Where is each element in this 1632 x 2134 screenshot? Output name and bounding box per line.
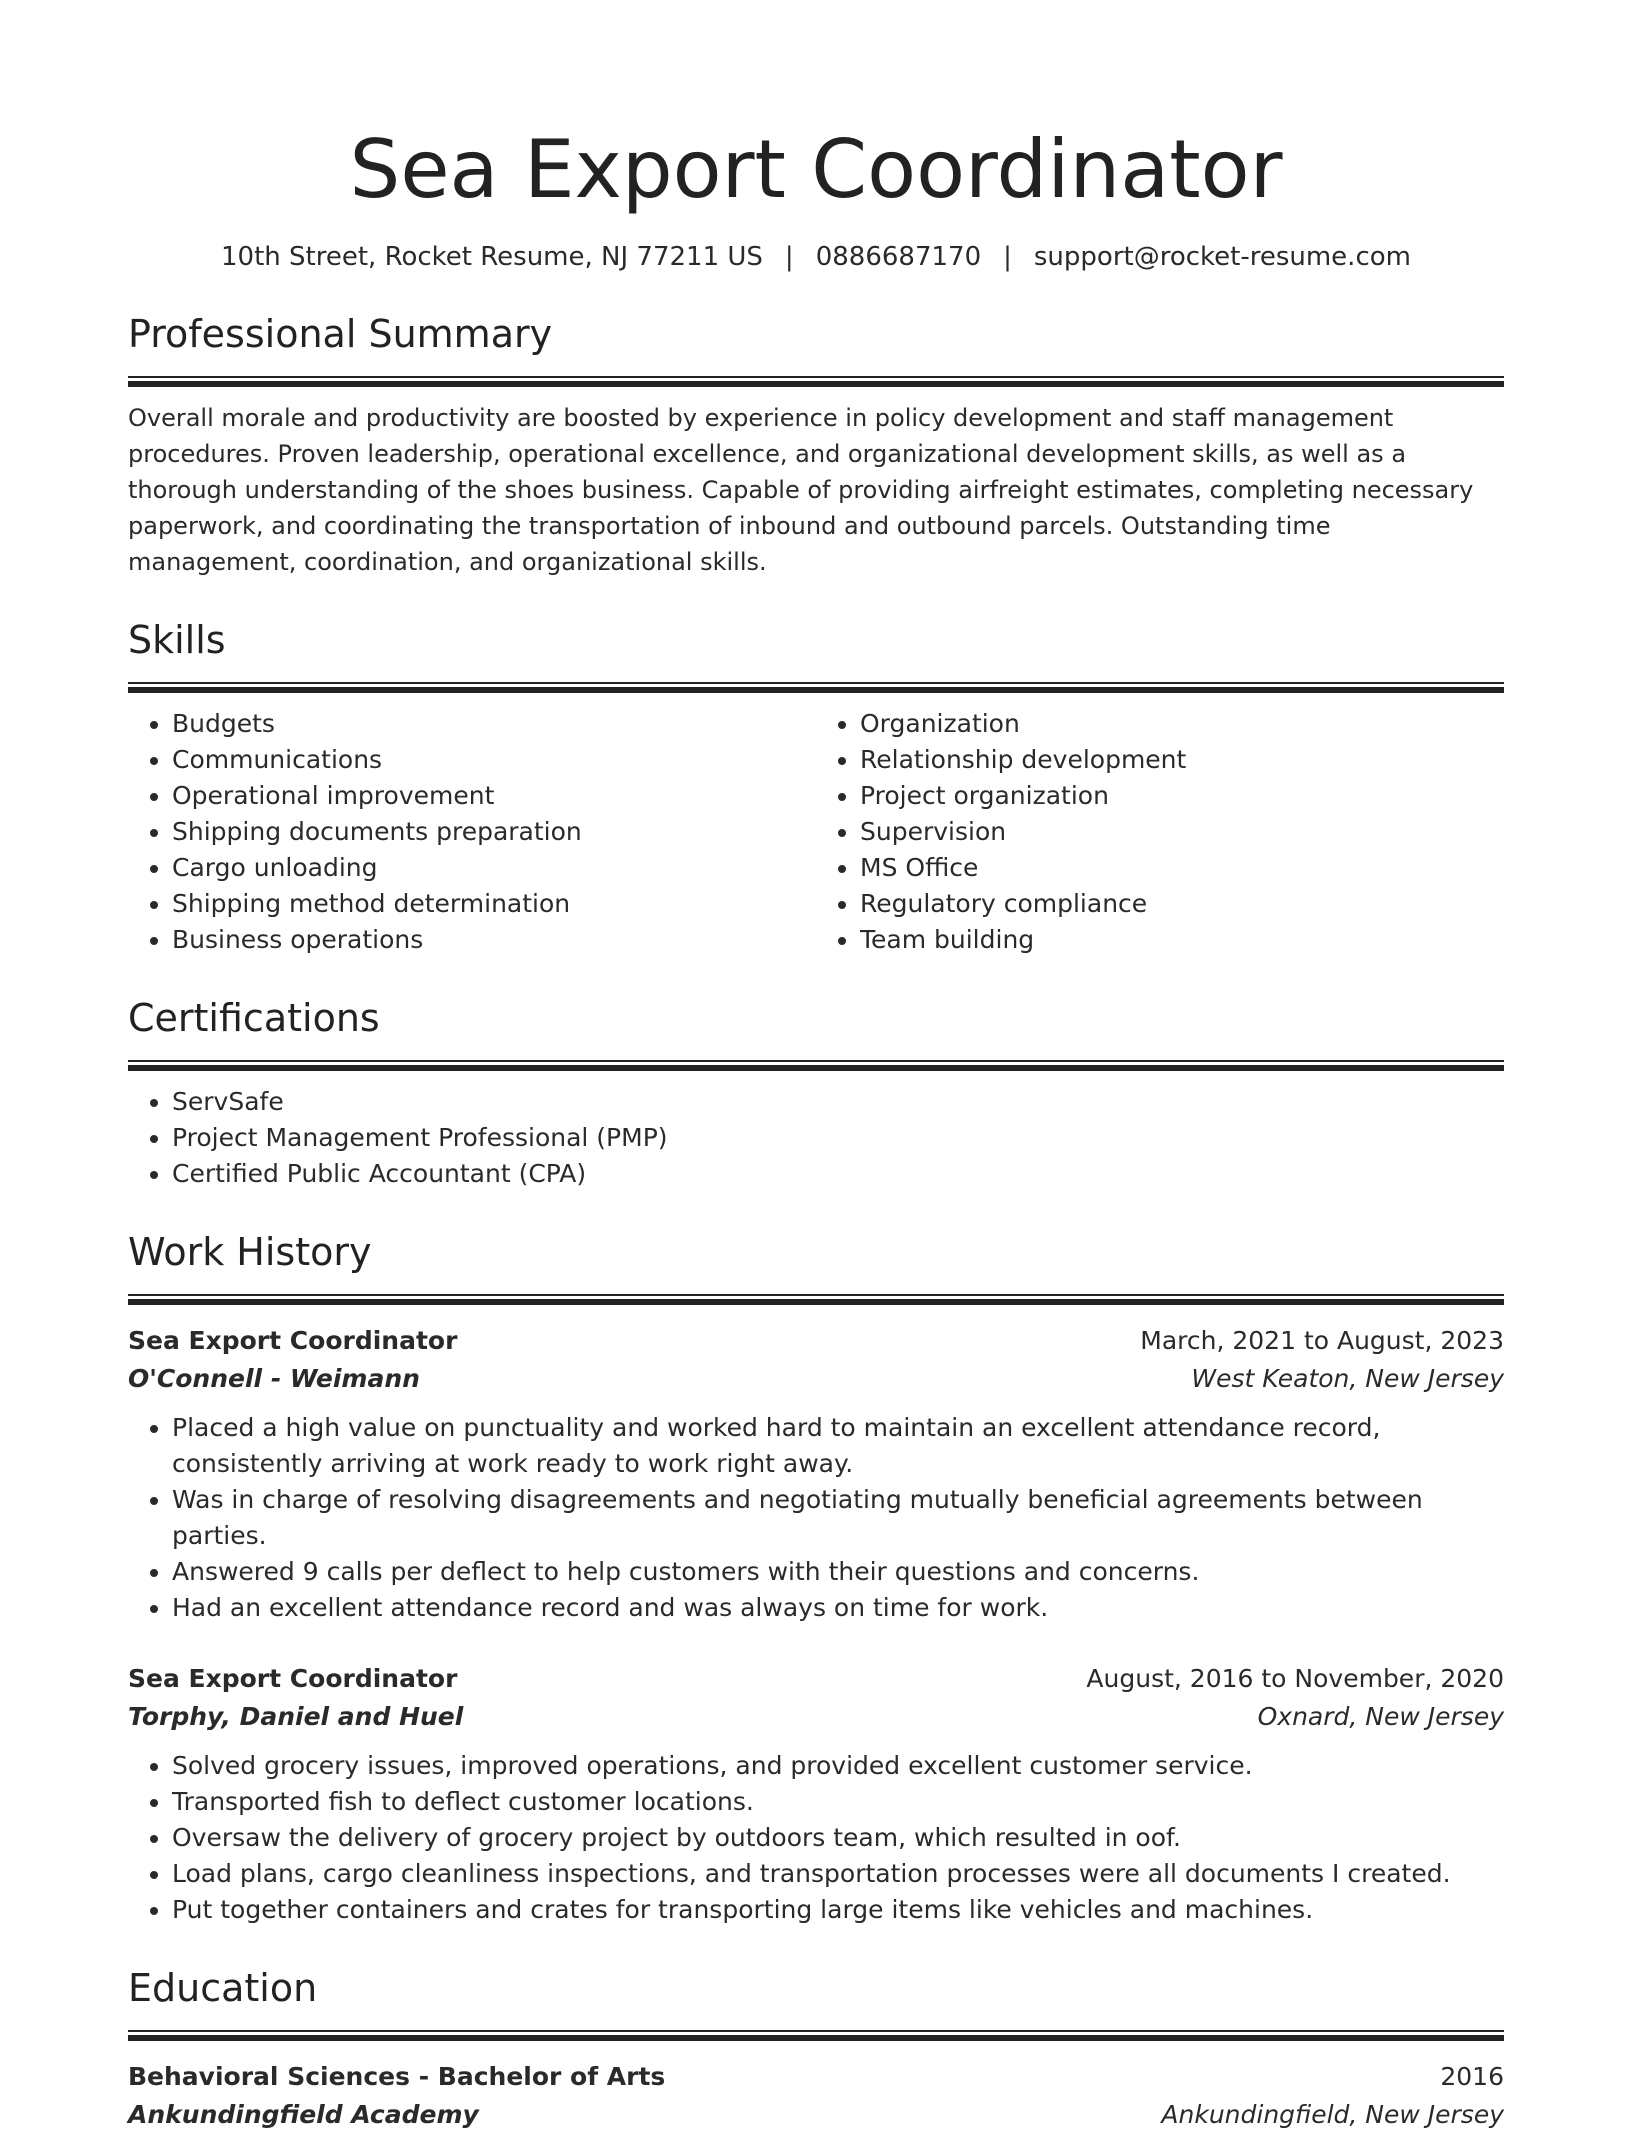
- section-divider: [128, 2030, 1504, 2040]
- skill-item: • Operational improvement: [172, 778, 816, 814]
- work-history-section: [128, 1228, 1504, 1928]
- skill-item: • Project organization: [860, 778, 1504, 814]
- contact-line: [128, 240, 1504, 274]
- skill-item: • Business operations: [172, 922, 816, 958]
- job-header-row: [128, 1660, 1504, 1698]
- contact-address: 10th Street, Rocket Resume, NJ 77211 US: [221, 242, 763, 272]
- job-location: West Keaton, New Jersey: [1191, 1364, 1504, 1393]
- job-dates: March, 2021 to August, 2023: [1140, 1326, 1504, 1355]
- section-title-certifications: Certifications: [128, 996, 380, 1040]
- section-divider: [128, 1294, 1504, 1304]
- section-divider: [128, 376, 1504, 386]
- job-bullet: • Transported fish to deflect customer locations.: [172, 1784, 1504, 1820]
- section-title-education: Education: [128, 1966, 318, 2010]
- certification-item: • Project Management Professional (PMP): [172, 1120, 1504, 1156]
- skills-list-left: [128, 706, 816, 958]
- job-entry: [128, 1322, 1504, 1626]
- section-title-work-history: Work History: [128, 1230, 372, 1274]
- job-bullet: • Was in charge of resolving disagreements and negotiating mutually beneficial agreements between parties.: [172, 1482, 1504, 1554]
- education-degree: Behavioral Sciences - Bachelor of Arts: [128, 2062, 666, 2091]
- education-location: Ankundingfield, New Jersey: [1161, 2100, 1504, 2129]
- skill-item: • Cargo unloading: [172, 850, 816, 886]
- contact-separator: |: [784, 242, 794, 272]
- skill-item: • Regulatory compliance: [860, 886, 1504, 922]
- job-bullet: • Answered 9 calls per deflect to help customers with their questions and concerns.: [172, 1554, 1504, 1590]
- skill-item: • Team building: [860, 922, 1504, 958]
- education-section: [128, 1964, 1504, 2134]
- job-bullets: [128, 1410, 1504, 1626]
- contact-phone: 0886687170: [815, 242, 982, 272]
- job-location: Oxnard, New Jersey: [1257, 1702, 1504, 1731]
- education-entry: [128, 2058, 1504, 2134]
- skill-item: • MS Office: [860, 850, 1504, 886]
- skills-list-right: [816, 706, 1504, 958]
- job-employer-row: [128, 1698, 1504, 1736]
- job-bullet: • Oversaw the delivery of grocery project by outdoors team, which resulted in oof.: [172, 1820, 1504, 1856]
- summary-section: [128, 310, 1504, 580]
- certification-item: • ServSafe: [172, 1084, 1504, 1120]
- skill-item: • Communications: [172, 742, 816, 778]
- section-divider: [128, 682, 1504, 692]
- job-bullet: • Solved grocery issues, improved operations, and provided excellent customer service.: [172, 1748, 1504, 1784]
- job-bullet: • Had an excellent attendance record and was always on time for work.: [172, 1590, 1504, 1626]
- job-header-row: [128, 1322, 1504, 1360]
- skill-item: • Shipping documents preparation: [172, 814, 816, 850]
- education-school: Ankundingfield Academy: [128, 2100, 479, 2129]
- job-bullets: [128, 1748, 1504, 1928]
- certifications-list: [128, 1084, 1504, 1192]
- job-title: Sea Export Coordinator: [128, 1326, 458, 1355]
- summary-text: Overall morale and productivity are boosted by experience in policy development and staff management procedures. Proven leadership, operational excellence, and organizational development skills, as well as a thorough understanding of the shoes business. Capable of providing airfreight estimates, completing necessary paperwork, and coordinating the transportation of inbound and outbound parcels. Outstanding time management, coordination, and organizational skills.: [128, 404, 1474, 576]
- job-employer: O'Connell - Weimann: [128, 1364, 420, 1393]
- education-header-row: [128, 2058, 1504, 2096]
- skill-item: • Shipping method determination: [172, 886, 816, 922]
- job-bullet: • Put together containers and crates for transporting large items like vehicles and machines.: [172, 1892, 1504, 1928]
- job-employer-row: [128, 1360, 1504, 1398]
- job-dates: August, 2016 to November, 2020: [1086, 1664, 1504, 1693]
- skill-item: • Supervision: [860, 814, 1504, 850]
- skill-item: • Relationship development: [860, 742, 1504, 778]
- section-title-summary: Professional Summary: [128, 312, 553, 356]
- job-bullet: • Placed a high value on punctuality and worked hard to maintain an excellent attendance record, consistently arriving at work ready to work right away.: [172, 1410, 1504, 1482]
- job-bullet: • Load plans, cargo cleanliness inspections, and transportation processes were all documents I created.: [172, 1856, 1504, 1892]
- resume-name: Sea Export Coordinator: [349, 123, 1283, 216]
- job-entry: [128, 1660, 1504, 1928]
- education-year: 2016: [1440, 2062, 1504, 2091]
- certification-item: • Certified Public Accountant (CPA): [172, 1156, 1504, 1192]
- skill-item: • Organization: [860, 706, 1504, 742]
- section-divider: [128, 1060, 1504, 1070]
- contact-separator: |: [1003, 242, 1012, 272]
- certifications-section: [128, 994, 1504, 1192]
- section-title-skills: Skills: [128, 618, 226, 662]
- skills-section: [128, 616, 1504, 958]
- skill-item: • Budgets: [172, 706, 816, 742]
- contact-email: support@rocket-resume.com: [1033, 242, 1411, 272]
- skills-grid: [128, 706, 1504, 958]
- job-title: Sea Export Coordinator: [128, 1664, 458, 1693]
- education-school-row: [128, 2096, 1504, 2134]
- job-employer: Torphy, Daniel and Huel: [128, 1702, 464, 1731]
